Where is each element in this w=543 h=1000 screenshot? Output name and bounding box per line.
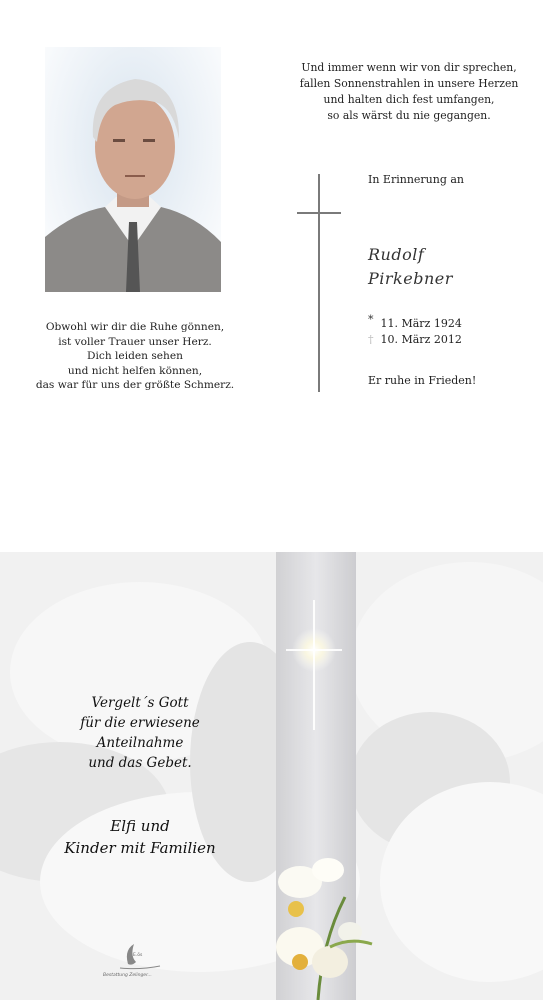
portrait-photo [45, 47, 221, 292]
poem-line: und halten dich fest umfangen, [323, 93, 495, 106]
left-poem [20, 320, 250, 393]
family-line: Elfi und [110, 817, 170, 835]
poem-line: das war für uns der größte Schmerz. [35, 379, 235, 391]
poem-line: Und immer wenn wir von dir sprechen, [301, 61, 517, 74]
birth-date: 11. März 1924 [380, 317, 462, 330]
rest-in-peace: Er ruhe in Frieden! [368, 374, 477, 387]
family-line: Kinder mit Familien [64, 839, 216, 857]
logo-caption-a: E.ös [133, 953, 143, 958]
life-dates [368, 313, 462, 348]
cross-horizontal-bar [297, 212, 341, 214]
memory-label: In Erinnerung an [368, 173, 465, 186]
thanks-line: und das Gebet. [88, 755, 192, 771]
thanks-line: Vergelt´s Gott [91, 695, 189, 711]
death-cross-icon: † [368, 333, 374, 346]
poem-line: ist voller Trauer unser Herz. [58, 335, 212, 348]
poem-line: fallen Sonnenstrahlen in unsere Herzen [299, 77, 519, 90]
first-name: Rudolf [368, 245, 425, 264]
logo-caption-b: Bestattung Zelinger... [103, 973, 152, 978]
cross-vertical-bar [318, 174, 320, 392]
poem-line: so als wärst du nie gegangen. [327, 109, 491, 122]
thanks-line: für die erwiesene [80, 715, 200, 731]
death-date: 10. März 2012 [380, 333, 462, 346]
thank-you-card [0, 552, 543, 1000]
thanks-text [20, 693, 260, 773]
poem-line: Dich leiden sehen [87, 350, 183, 362]
right-poem [284, 60, 534, 124]
family-signature [20, 815, 260, 859]
orchid-background [0, 552, 543, 1000]
thanks-line: Anteilnahme [96, 735, 184, 751]
deceased-name [368, 243, 453, 291]
birth-star-icon: * [368, 313, 374, 326]
poem-line: und nicht helfen können, [67, 364, 203, 377]
poem-line: Obwohl wir dir die Ruhe gönnen, [45, 321, 225, 333]
last-name: Pirkebner [368, 269, 453, 288]
